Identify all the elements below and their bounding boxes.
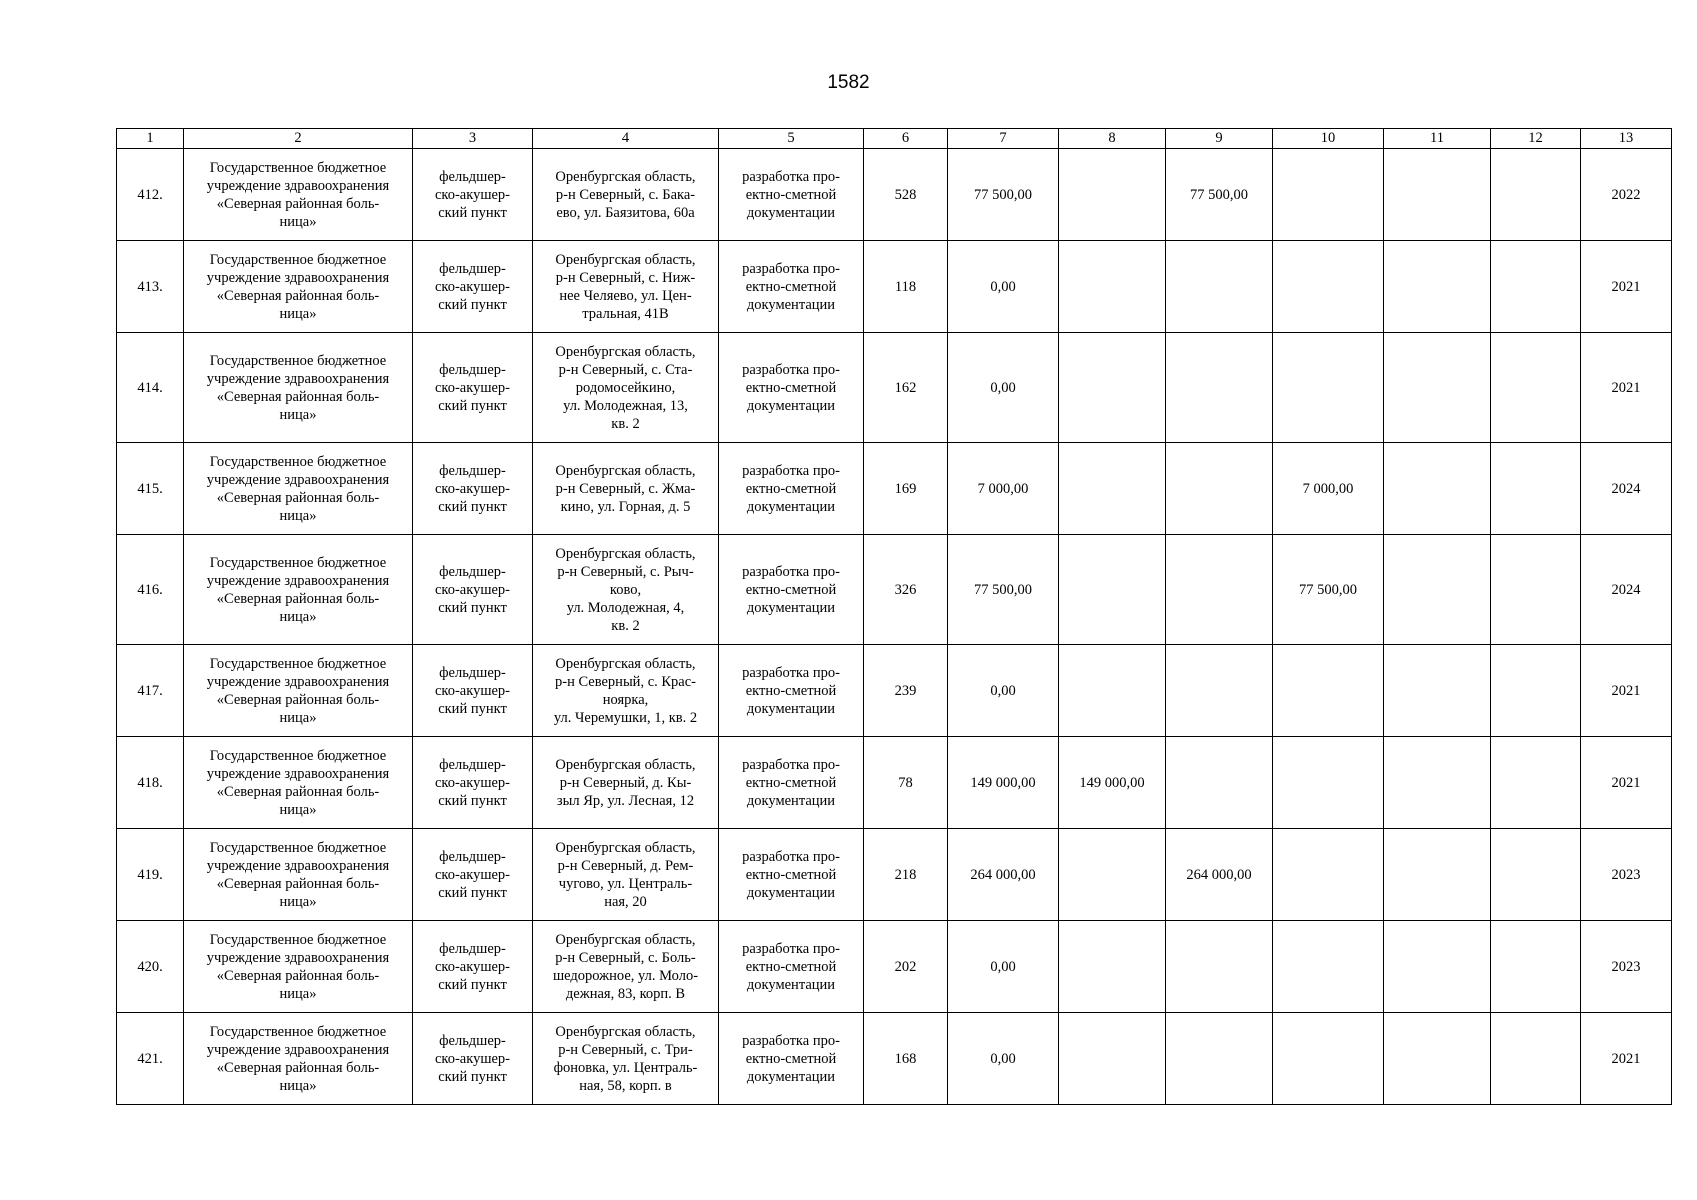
value-cell: [1384, 535, 1491, 645]
address-cell: Оренбургская область, р-н Северный, с. Три- фоновка, ул. Централь- ная, 58, корп. в: [533, 1013, 719, 1105]
registry-table: [116, 128, 1672, 1105]
row-number: 415.: [117, 443, 184, 535]
address-cell: Оренбургская область, р-н Северный, с. Бака- ево, ул. Баязитова, 60а: [533, 149, 719, 241]
value-cell: 77 500,00: [1166, 149, 1273, 241]
value-cell: [1273, 737, 1384, 829]
value-cell: [1384, 921, 1491, 1013]
value-cell: 149 000,00: [1059, 737, 1166, 829]
column-header: 8: [1059, 129, 1166, 149]
value-cell: [1384, 1013, 1491, 1105]
address-cell: Оренбургская область, р-н Северный, с. Ниж- нее Челяево, ул. Цен- тральная, 41В: [533, 241, 719, 333]
column-header: 7: [948, 129, 1059, 149]
value-cell: [1491, 149, 1581, 241]
table-row: [117, 1013, 1672, 1105]
work-type-cell: разработка про- ектно-сметной документации: [719, 829, 864, 921]
table-row: [117, 149, 1672, 241]
value-cell: [1491, 1013, 1581, 1105]
value-cell: 264 000,00: [948, 829, 1059, 921]
year-cell: 2024: [1581, 443, 1672, 535]
row-number: 413.: [117, 241, 184, 333]
value-cell: 77 500,00: [948, 535, 1059, 645]
organization-cell: Государственное бюджетное учреждение здравоохранения «Северная районная боль- ница»: [184, 443, 413, 535]
value-cell: 0,00: [948, 921, 1059, 1013]
value-cell: [1491, 829, 1581, 921]
year-cell: 2024: [1581, 535, 1672, 645]
table-row: [117, 645, 1672, 737]
column-header: 12: [1491, 129, 1581, 149]
value-cell: [1273, 921, 1384, 1013]
row-number: 414.: [117, 333, 184, 443]
value-cell: 528: [864, 149, 948, 241]
column-header: 2: [184, 129, 413, 149]
value-cell: [1059, 443, 1166, 535]
work-type-cell: разработка про- ектно-сметной документации: [719, 443, 864, 535]
facility-type-cell: фельдшер- ско-акушер- ский пункт: [413, 921, 533, 1013]
row-number: 420.: [117, 921, 184, 1013]
address-cell: Оренбургская область, р-н Северный, с. Рыч- ково, ул. Молодежная, 4, кв. 2: [533, 535, 719, 645]
year-cell: 2021: [1581, 241, 1672, 333]
row-number: 419.: [117, 829, 184, 921]
value-cell: 162: [864, 333, 948, 443]
page-number: 1582: [827, 72, 870, 93]
column-header: 5: [719, 129, 864, 149]
facility-type-cell: фельдшер- ско-акушер- ский пункт: [413, 333, 533, 443]
value-cell: [1059, 829, 1166, 921]
organization-cell: Государственное бюджетное учреждение здравоохранения «Северная районная боль- ница»: [184, 241, 413, 333]
header-row: [117, 129, 1672, 149]
value-cell: [1059, 241, 1166, 333]
column-header: 6: [864, 129, 948, 149]
value-cell: [1273, 333, 1384, 443]
facility-type-cell: фельдшер- ско-акушер- ский пункт: [413, 535, 533, 645]
value-cell: [1384, 443, 1491, 535]
address-cell: Оренбургская область, р-н Северный, с. Ста- родомосейкино, ул. Молодежная, 13, кв. 2: [533, 333, 719, 443]
value-cell: [1273, 241, 1384, 333]
value-cell: [1166, 921, 1273, 1013]
row-number: 421.: [117, 1013, 184, 1105]
value-cell: 169: [864, 443, 948, 535]
facility-type-cell: фельдшер- ско-акушер- ский пункт: [413, 443, 533, 535]
organization-cell: Государственное бюджетное учреждение здравоохранения «Северная районная боль- ница»: [184, 829, 413, 921]
value-cell: 0,00: [948, 1013, 1059, 1105]
value-cell: [1384, 333, 1491, 443]
organization-cell: Государственное бюджетное учреждение здравоохранения «Северная районная боль- ница»: [184, 149, 413, 241]
value-cell: 326: [864, 535, 948, 645]
value-cell: [1273, 829, 1384, 921]
value-cell: 78: [864, 737, 948, 829]
address-cell: Оренбургская область, р-н Северный, д. Кы- зыл Яр, ул. Лесная, 12: [533, 737, 719, 829]
column-header: 11: [1384, 129, 1491, 149]
value-cell: [1491, 333, 1581, 443]
value-cell: 202: [864, 921, 948, 1013]
value-cell: [1384, 645, 1491, 737]
table-row: [117, 921, 1672, 1013]
organization-cell: Государственное бюджетное учреждение здравоохранения «Северная районная боль- ница»: [184, 645, 413, 737]
organization-cell: Государственное бюджетное учреждение здравоохранения «Северная районная боль- ница»: [184, 333, 413, 443]
year-cell: 2021: [1581, 333, 1672, 443]
value-cell: 0,00: [948, 645, 1059, 737]
value-cell: [1384, 241, 1491, 333]
organization-cell: Государственное бюджетное учреждение здравоохранения «Северная районная боль- ница»: [184, 535, 413, 645]
value-cell: [1491, 535, 1581, 645]
facility-type-cell: фельдшер- ско-акушер- ский пункт: [413, 149, 533, 241]
row-number: 412.: [117, 149, 184, 241]
value-cell: 0,00: [948, 333, 1059, 443]
facility-type-cell: фельдшер- ско-акушер- ский пункт: [413, 737, 533, 829]
address-cell: Оренбургская область, р-н Северный, с. Жма- кино, ул. Горная, д. 5: [533, 443, 719, 535]
value-cell: [1166, 333, 1273, 443]
value-cell: 77 500,00: [1273, 535, 1384, 645]
year-cell: 2023: [1581, 829, 1672, 921]
work-type-cell: разработка про- ектно-сметной документации: [719, 149, 864, 241]
facility-type-cell: фельдшер- ско-акушер- ский пункт: [413, 1013, 533, 1105]
column-header: 1: [117, 129, 184, 149]
value-cell: [1491, 921, 1581, 1013]
address-cell: Оренбургская область, р-н Северный, с. Крас- ноярка, ул. Черемушки, 1, кв. 2: [533, 645, 719, 737]
value-cell: 7 000,00: [948, 443, 1059, 535]
column-header: 9: [1166, 129, 1273, 149]
value-cell: [1166, 737, 1273, 829]
value-cell: 239: [864, 645, 948, 737]
value-cell: 0,00: [948, 241, 1059, 333]
value-cell: 168: [864, 1013, 948, 1105]
value-cell: [1273, 645, 1384, 737]
column-header: 13: [1581, 129, 1672, 149]
work-type-cell: разработка про- ектно-сметной документации: [719, 921, 864, 1013]
value-cell: [1166, 535, 1273, 645]
value-cell: [1491, 443, 1581, 535]
value-cell: 77 500,00: [948, 149, 1059, 241]
row-number: 418.: [117, 737, 184, 829]
value-cell: [1273, 149, 1384, 241]
value-cell: 118: [864, 241, 948, 333]
facility-type-cell: фельдшер- ско-акушер- ский пункт: [413, 829, 533, 921]
value-cell: [1059, 921, 1166, 1013]
row-number: 416.: [117, 535, 184, 645]
value-cell: [1273, 1013, 1384, 1105]
value-cell: [1491, 737, 1581, 829]
table-row: [117, 535, 1672, 645]
year-cell: 2021: [1581, 645, 1672, 737]
organization-cell: Государственное бюджетное учреждение здравоохранения «Северная районная боль- ница»: [184, 921, 413, 1013]
work-type-cell: разработка про- ектно-сметной документации: [719, 645, 864, 737]
value-cell: [1059, 333, 1166, 443]
value-cell: [1384, 829, 1491, 921]
column-header: 4: [533, 129, 719, 149]
table-row: [117, 443, 1672, 535]
value-cell: [1166, 443, 1273, 535]
work-type-cell: разработка про- ектно-сметной документации: [719, 535, 864, 645]
address-cell: Оренбургская область, р-н Северный, д. Рем- чугово, ул. Централь- ная, 20: [533, 829, 719, 921]
value-cell: [1166, 241, 1273, 333]
row-number: 417.: [117, 645, 184, 737]
table-row: [117, 829, 1672, 921]
value-cell: [1059, 149, 1166, 241]
organization-cell: Государственное бюджетное учреждение здравоохранения «Северная районная боль- ница»: [184, 1013, 413, 1105]
column-header: 10: [1273, 129, 1384, 149]
work-type-cell: разработка про- ектно-сметной документации: [719, 333, 864, 443]
year-cell: 2023: [1581, 921, 1672, 1013]
value-cell: [1491, 241, 1581, 333]
value-cell: 149 000,00: [948, 737, 1059, 829]
value-cell: [1384, 737, 1491, 829]
facility-type-cell: фельдшер- ско-акушер- ский пункт: [413, 241, 533, 333]
value-cell: [1166, 1013, 1273, 1105]
value-cell: [1384, 149, 1491, 241]
table-row: [117, 737, 1672, 829]
value-cell: 218: [864, 829, 948, 921]
value-cell: [1059, 535, 1166, 645]
value-cell: [1059, 645, 1166, 737]
work-type-cell: разработка про- ектно-сметной документации: [719, 1013, 864, 1105]
facility-type-cell: фельдшер- ско-акушер- ский пункт: [413, 645, 533, 737]
value-cell: 264 000,00: [1166, 829, 1273, 921]
value-cell: [1166, 645, 1273, 737]
value-cell: [1059, 1013, 1166, 1105]
year-cell: 2022: [1581, 149, 1672, 241]
column-header: 3: [413, 129, 533, 149]
table-row: [117, 333, 1672, 443]
work-type-cell: разработка про- ектно-сметной документации: [719, 241, 864, 333]
value-cell: 7 000,00: [1273, 443, 1384, 535]
work-type-cell: разработка про- ектно-сметной документации: [719, 737, 864, 829]
organization-cell: Государственное бюджетное учреждение здравоохранения «Северная районная боль- ница»: [184, 737, 413, 829]
value-cell: [1491, 645, 1581, 737]
year-cell: 2021: [1581, 1013, 1672, 1105]
year-cell: 2021: [1581, 737, 1672, 829]
table-row: [117, 241, 1672, 333]
address-cell: Оренбургская область, р-н Северный, с. Боль- шедорожное, ул. Моло- дежная, 83, корп. В: [533, 921, 719, 1013]
